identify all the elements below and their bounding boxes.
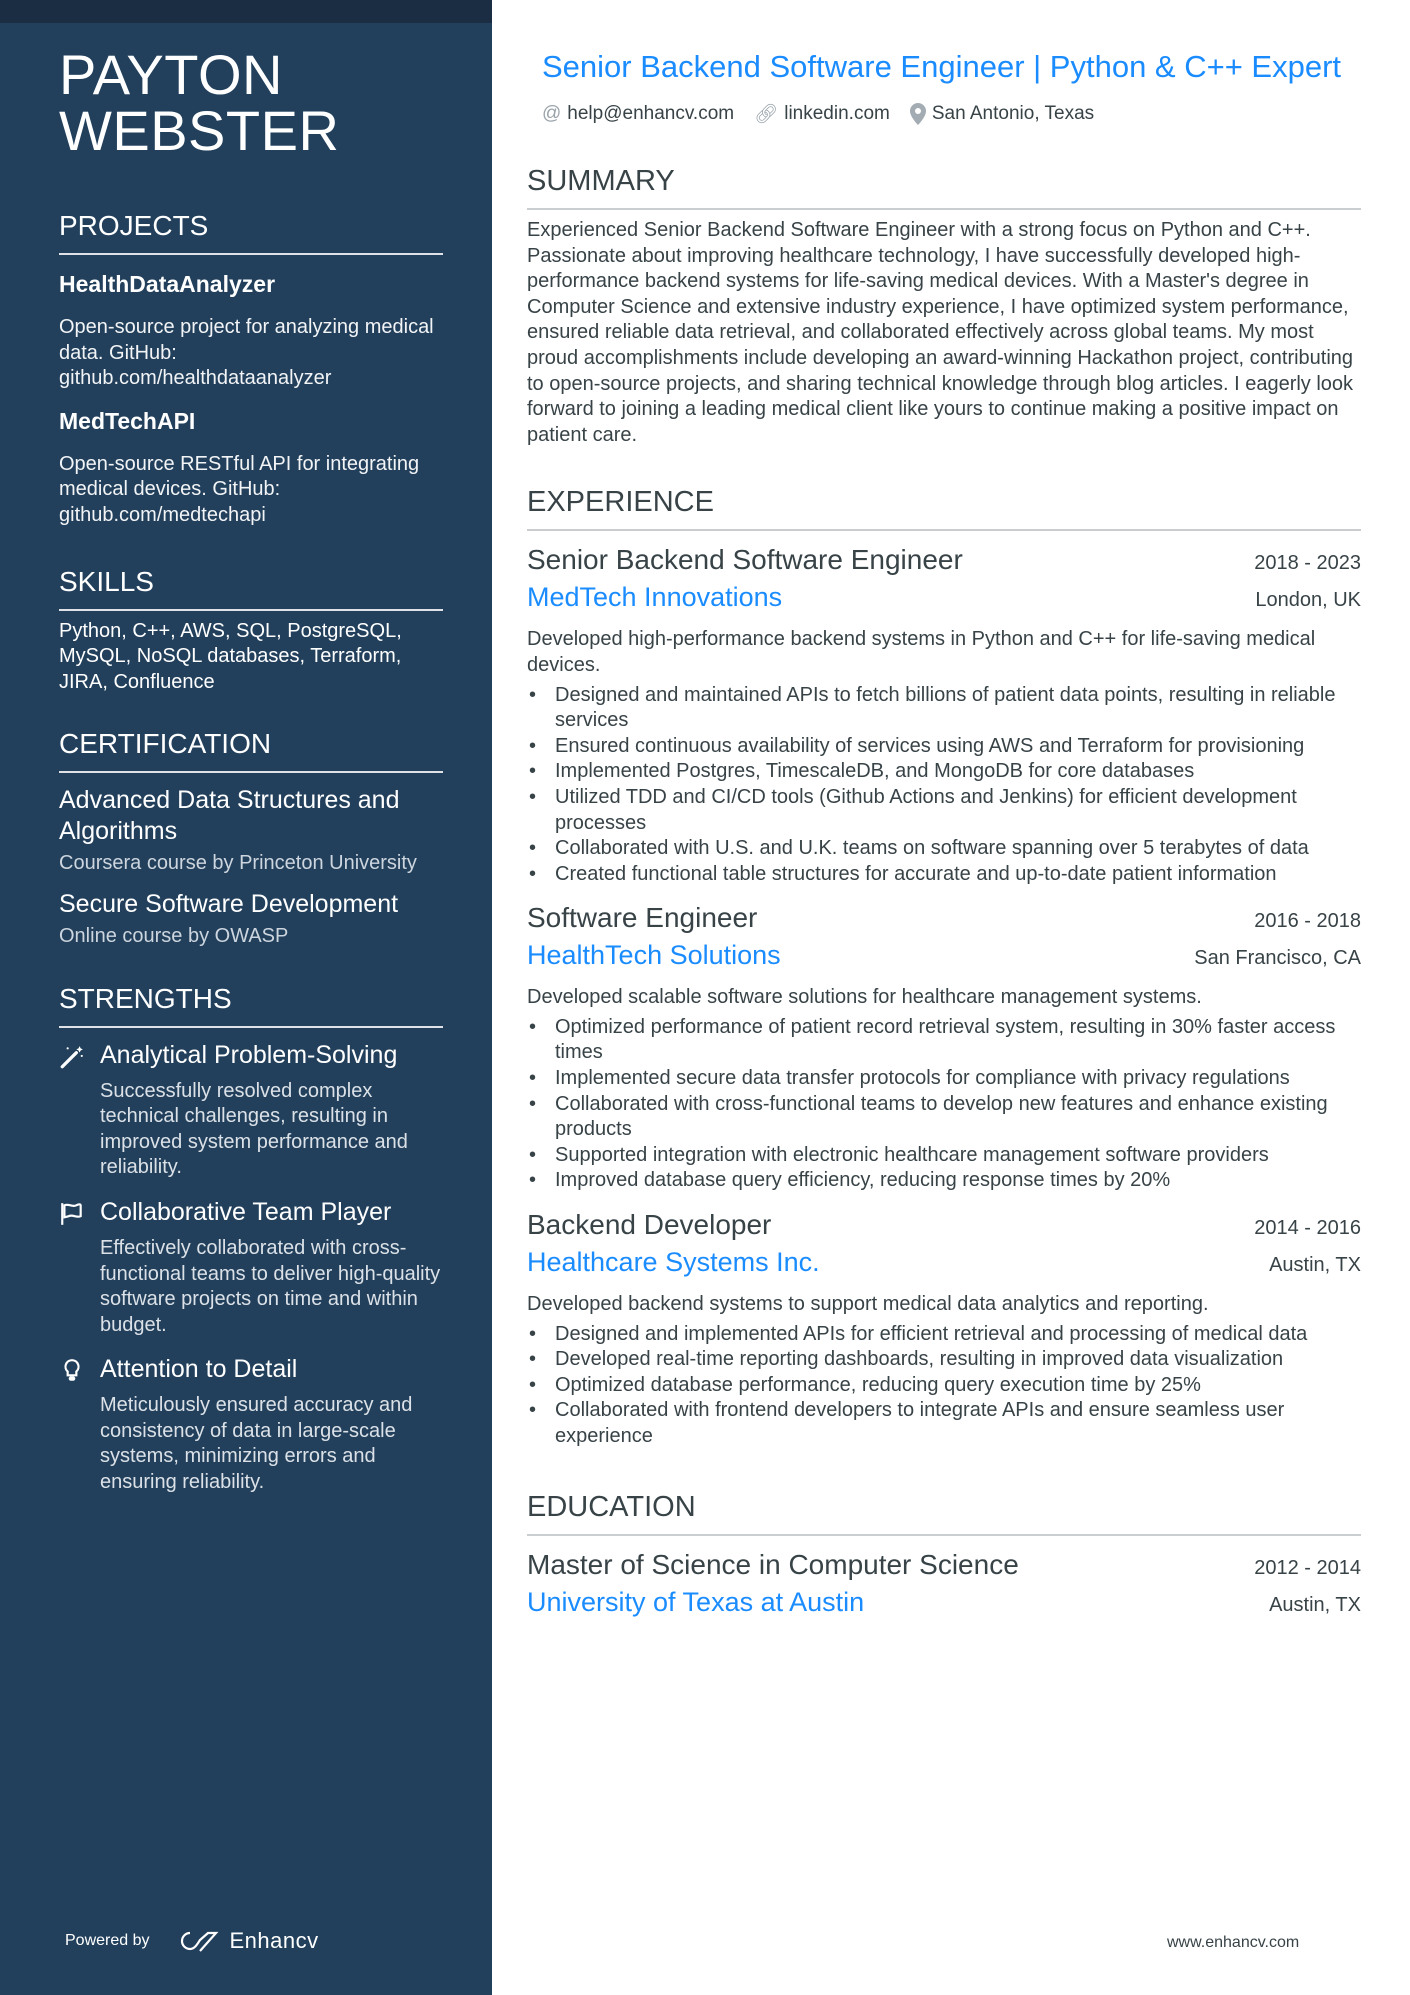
cert-item: [59, 889, 443, 950]
contact-bar: [527, 102, 1361, 126]
strength-desc: Meticulously ensured accuracy and consistency of data in large-scale systems, minimizing errors and ensuring reliability.: [100, 1394, 413, 1494]
strength-title: Attention to Detail: [100, 1355, 298, 1384]
bullet-item: • Designed and implemented APIs for efficient retrieval and processing of medical data: [527, 1322, 1361, 1348]
bullet-item: • Optimized database performance, reducing query execution time by 25%: [527, 1373, 1361, 1399]
powered-by: [65, 1928, 319, 1954]
powered-by-label: Powered by: [65, 1932, 150, 1949]
strength-item: [59, 1197, 443, 1338]
bullet-item: • Utilized TDD and CI/CD tools (Github Actions and Jenkins) for efficient development processes: [527, 785, 1361, 836]
bullet-item: • Collaborated with frontend developers to integrate APIs and ensure seamless user experience: [527, 1398, 1361, 1449]
company-name: Healthcare Systems Inc.: [527, 1247, 820, 1278]
bullet-item: • Supported integration with electronic healthcare management software providers: [527, 1143, 1361, 1169]
lightbulb-icon: [59, 1358, 85, 1384]
flag-icon: [59, 1201, 85, 1227]
education-heading: EDUCATION: [527, 1490, 1361, 1536]
location-text: San Antonio, Texas: [931, 103, 1095, 124]
project-desc: Open-source RESTful API for integrating medical devices. GitHub: github.com/medtechapi: [59, 452, 420, 526]
job-title: Senior Backend Software Engineer: [527, 544, 963, 576]
footer-url[interactable]: www.enhancv.com: [1167, 1934, 1300, 1951]
logo-text: Enhancv: [229, 1928, 319, 1953]
job-location: Austin, TX: [1269, 1254, 1361, 1277]
job-dates: 2018 - 2023: [1254, 552, 1361, 575]
job-item: [527, 899, 1361, 1194]
bullet-item: • Developed real-time reporting dashboards, resulting in improved data visualization: [527, 1347, 1361, 1373]
contact-email[interactable]: [542, 102, 734, 126]
bullet-item: • Implemented Postgres, TimescaleDB, and MongoDB for core databases: [527, 759, 1361, 785]
strength-item: [59, 1040, 443, 1181]
job-location: San Francisco, CA: [1194, 947, 1361, 970]
company-name: HealthTech Solutions: [527, 940, 781, 971]
experience-heading: EXPERIENCE: [527, 485, 1361, 531]
education-dates: 2012 - 2014: [1254, 1556, 1361, 1579]
strength-desc: Successfully resolved complex technical challenges, resulting in improved system performance and reliability.: [100, 1079, 408, 1179]
project-title: HealthDataAnalyzer: [59, 271, 276, 297]
job-bullets: [527, 683, 1361, 888]
job-bullets: [527, 1015, 1361, 1194]
headline-title: Senior Backend Software Engineer | Python & C++ Expert: [542, 49, 1342, 84]
project-title: MedTechAPI: [59, 407, 196, 434]
strength-title: Analytical Problem-Solving: [100, 1040, 398, 1069]
job-title: Software Engineer: [527, 902, 758, 934]
last-name: WEBSTER: [59, 99, 340, 162]
skills-heading: SKILLS: [59, 565, 443, 611]
job-location: London, UK: [1255, 589, 1361, 612]
bullet-item: • Improved database query efficiency, reducing response times by 20%: [527, 1168, 1361, 1194]
enhancv-logo[interactable]: [176, 1928, 319, 1954]
first-name: PAYTON: [59, 43, 283, 106]
strengths-heading: STRENGTHS: [59, 982, 443, 1028]
job-description: Developed scalable software solutions for healthcare management systems.: [527, 986, 1202, 1009]
location-pin-icon: [910, 103, 926, 125]
projects-heading: PROJECTS: [59, 209, 443, 255]
skills-list: Python, C++, AWS, SQL, PostgreSQL, MySQL, NoSQL databases, Terraform, JIRA, Confluence: [59, 619, 402, 693]
job-item: [527, 1206, 1361, 1450]
experience-list: [527, 541, 1361, 1449]
job-description: Developed backend systems to support medical data analytics and reporting.: [527, 1293, 1209, 1316]
at-icon: @: [542, 103, 562, 124]
job-item: [527, 541, 1361, 887]
certification-heading: CERTIFICATION: [59, 727, 443, 773]
bullet-item: • Created functional table structures for accurate and up-to-date patient information: [527, 862, 1361, 888]
cert-title: Secure Software Development: [59, 889, 399, 918]
strength-title: Collaborative Team Player: [100, 1197, 392, 1226]
cert-title: Advanced Data Structures and Algorithms: [59, 786, 400, 846]
education-location: Austin, TX: [1269, 1593, 1361, 1616]
cert-issuer: Online course by OWASP: [59, 924, 289, 947]
link-icon: 🔗︎: [754, 104, 779, 125]
school: University of Texas at Austin: [527, 1586, 865, 1617]
summary-text: Experienced Senior Backend Software Engineer with a strong focus on Python and C++. Passionate about improving healthcare technology, I have successfully developed high-performance backend systems for life-saving medical devices. With a Master's degree in Computer Science and extensive industry experience, I have optimized system performance, ensured reliable data retrieval, and collaborated effectively across global teams. My most proud accomplishments include developing an award-winning Hackathon project, contributing to open-source projects, and sharing technical knowledge through blog articles. I eagerly look forward to joining a leading medical client like yours to continue making a positive impact on patient care.: [527, 219, 1354, 446]
candidate-name: [59, 43, 443, 162]
job-dates: 2016 - 2018: [1254, 910, 1361, 933]
cert-item: [59, 785, 443, 877]
project-item: [59, 269, 443, 392]
bullet-item: • Ensured continuous availability of services using AWS and Terraform for provisioning: [527, 734, 1361, 760]
strength-item: [59, 1354, 443, 1495]
project-desc: Open-source project for analyzing medical data. GitHub: github.com/healthdataanalyzer: [59, 316, 434, 390]
bullet-item: • Designed and maintained APIs to fetch billions of patient data points, resulting in reliable services: [527, 683, 1361, 734]
bullet-item: • Implemented secure data transfer protocols for compliance with privacy regulations: [527, 1066, 1361, 1092]
job-description: Developed high-performance backend systems in Python and C++ for life-saving medical devices.: [527, 628, 1316, 676]
project-item: [59, 406, 443, 529]
magic-wand-icon: [59, 1044, 85, 1070]
job-bullets: [527, 1322, 1361, 1450]
enhancv-logo-icon: [176, 1929, 222, 1953]
contact-linkedin[interactable]: [754, 102, 890, 126]
top-strip: [0, 0, 492, 23]
bullet-item: • Collaborated with cross-functional teams to develop new features and enhance existing products: [527, 1092, 1361, 1143]
job-dates: 2014 - 2016: [1254, 1217, 1361, 1240]
email-text: help@enhancv.com: [567, 103, 735, 124]
linkedin-text: linkedin.com: [784, 103, 890, 124]
cert-issuer: Coursera course by Princeton University: [59, 852, 417, 875]
contact-location: [910, 102, 1094, 126]
bullet-item: • Optimized performance of patient record retrieval system, resulting in 30% faster access times: [527, 1015, 1361, 1066]
sidebar: [0, 0, 492, 1995]
job-title: Backend Developer: [527, 1209, 772, 1241]
strength-desc: Effectively collaborated with cross-functional teams to deliver high-quality software projects on time and within budget.: [100, 1236, 441, 1336]
summary-heading: SUMMARY: [527, 164, 1361, 210]
education-item: [527, 1546, 1361, 1620]
bullet-item: • Collaborated with U.S. and U.K. teams on software spanning over 5 terabytes of data: [527, 836, 1361, 862]
degree: Master of Science in Computer Science: [527, 1548, 1019, 1580]
company-name: MedTech Innovations: [527, 582, 783, 613]
main-content: [527, 48, 1361, 1620]
